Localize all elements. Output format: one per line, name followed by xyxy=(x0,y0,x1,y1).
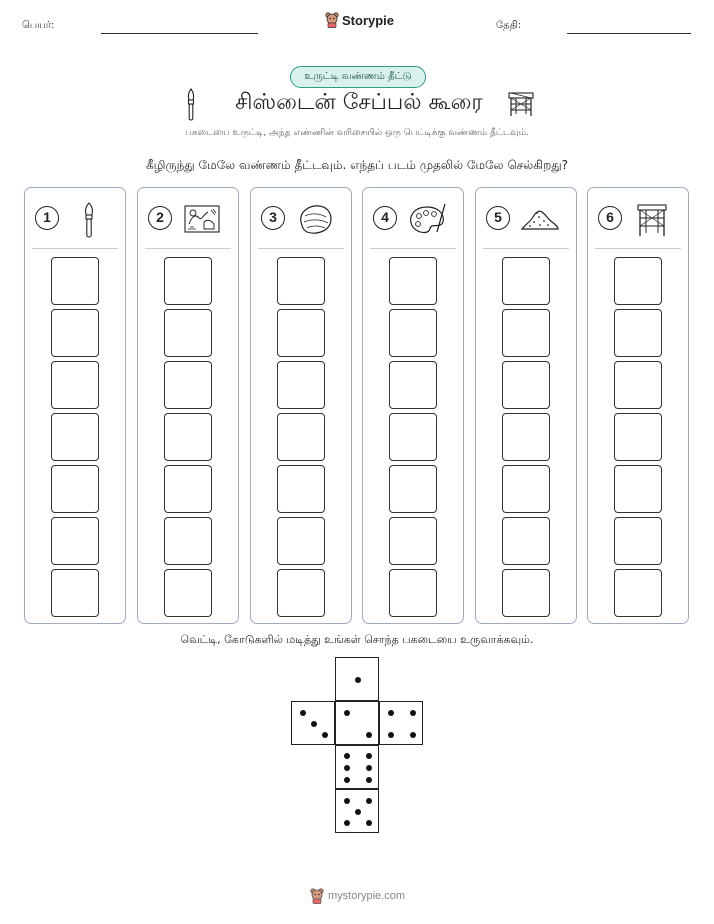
color-box[interactable] xyxy=(164,413,212,461)
column-number: 4 xyxy=(373,206,397,230)
cell-stack xyxy=(389,257,438,621)
instructions: பகடையை உருட்டி, அந்த எண்ணின் வரிசையில் ஒரு பெட்டிக்கு வண்ணம் தீட்டவும். xyxy=(185,128,529,138)
color-box[interactable] xyxy=(51,413,99,461)
color-box[interactable] xyxy=(277,569,325,617)
column-number: 2 xyxy=(148,206,172,230)
column-4 xyxy=(362,187,464,624)
color-box[interactable] xyxy=(389,309,437,357)
color-box[interactable] xyxy=(277,361,325,409)
color-box[interactable] xyxy=(51,569,99,617)
color-box[interactable] xyxy=(614,465,662,513)
color-box[interactable] xyxy=(51,257,99,305)
color-box[interactable] xyxy=(51,465,99,513)
fresco-sketch-icon xyxy=(182,202,222,236)
name-line xyxy=(101,33,258,34)
cut-instruction: வெட்டி, கோடுகளில் மடித்து உங்கள் சொந்த பகடையை உருவாக்கவும். xyxy=(180,633,534,646)
color-box[interactable] xyxy=(277,517,325,565)
date-label: தேதி: xyxy=(496,20,522,31)
color-box[interactable] xyxy=(502,361,550,409)
column-3 xyxy=(250,187,352,624)
die-face-3 xyxy=(291,701,335,745)
color-box[interactable] xyxy=(277,309,325,357)
color-box[interactable] xyxy=(502,413,550,461)
scaffold-icon xyxy=(632,202,672,236)
paint-palette-icon xyxy=(407,202,447,236)
color-box[interactable] xyxy=(614,517,662,565)
brand-name: Storypie xyxy=(342,12,395,28)
color-box[interactable] xyxy=(51,309,99,357)
cell-stack xyxy=(614,257,663,621)
color-box[interactable] xyxy=(389,413,437,461)
color-box[interactable] xyxy=(502,465,550,513)
column-2 xyxy=(137,187,239,624)
column-6 xyxy=(587,187,689,624)
plaster-lump-icon xyxy=(295,202,335,236)
color-box[interactable] xyxy=(614,413,662,461)
color-box[interactable] xyxy=(389,465,437,513)
color-box[interactable] xyxy=(164,257,212,305)
date-line xyxy=(567,33,691,34)
column-number: 5 xyxy=(486,206,510,230)
color-box[interactable] xyxy=(389,257,437,305)
color-box[interactable] xyxy=(614,257,662,305)
bear-logo-icon xyxy=(310,888,324,904)
color-box[interactable] xyxy=(164,517,212,565)
color-box[interactable] xyxy=(502,517,550,565)
cell-stack xyxy=(164,257,213,621)
footer xyxy=(310,888,405,904)
cell-stack xyxy=(51,257,100,621)
color-box[interactable] xyxy=(389,569,437,617)
color-box[interactable] xyxy=(164,361,212,409)
scaffold-icon xyxy=(507,88,535,122)
column-1 xyxy=(24,187,126,624)
question: கீழிருந்து மேலே வண்ணம் தீட்டவும். எந்தப் படம் முதலில் மேலே செல்கிறது? xyxy=(145,158,569,172)
pigment-pile-icon xyxy=(520,202,560,236)
die-face-2 xyxy=(335,701,379,745)
column-5 xyxy=(475,187,577,624)
color-box[interactable] xyxy=(614,361,662,409)
cell-stack xyxy=(277,257,326,621)
color-box[interactable] xyxy=(389,517,437,565)
column-number: 3 xyxy=(261,206,285,230)
color-box[interactable] xyxy=(614,309,662,357)
color-box[interactable] xyxy=(614,569,662,617)
title-row xyxy=(0,88,714,122)
bear-logo-icon xyxy=(325,12,339,28)
die-face-4 xyxy=(379,701,423,745)
column-number: 6 xyxy=(598,206,622,230)
color-box[interactable] xyxy=(502,257,550,305)
die-face-1 xyxy=(335,657,379,701)
color-box[interactable] xyxy=(51,361,99,409)
cell-stack xyxy=(502,257,551,621)
color-box[interactable] xyxy=(164,465,212,513)
color-box[interactable] xyxy=(277,465,325,513)
color-box[interactable] xyxy=(502,569,550,617)
color-box[interactable] xyxy=(51,517,99,565)
paintbrush-icon xyxy=(184,88,198,126)
color-box[interactable] xyxy=(164,309,212,357)
column-number: 1 xyxy=(35,206,59,230)
color-box[interactable] xyxy=(502,309,550,357)
die-face-6 xyxy=(335,745,379,789)
footer-url[interactable]: mystorypie.com xyxy=(328,890,406,902)
die-face-5 xyxy=(335,789,379,833)
name-label: பெயர்: xyxy=(22,20,55,31)
color-box[interactable] xyxy=(277,413,325,461)
color-box[interactable] xyxy=(389,361,437,409)
paintbrush-icon xyxy=(69,202,109,236)
page-title: சிஸ்டைன் சேப்பல் கூரை xyxy=(235,90,483,115)
color-box[interactable] xyxy=(164,569,212,617)
color-box[interactable] xyxy=(277,257,325,305)
activity-badge: உருட்டி வண்ணம் தீட்டு xyxy=(290,66,426,88)
storypie-logo xyxy=(325,12,394,28)
